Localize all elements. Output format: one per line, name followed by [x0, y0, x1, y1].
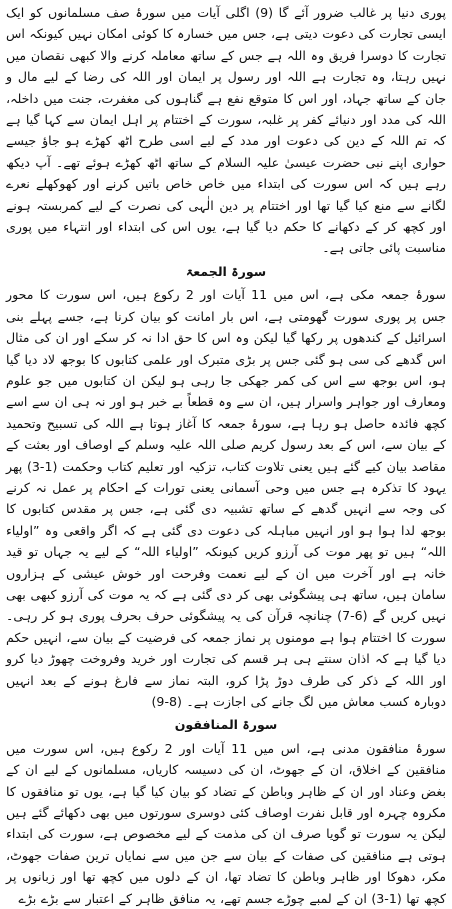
jumuah-paragraph: سورۂ جمعہ مکی ہے، اس میں 11 آیات اور 2 رکوع ہیں، اس سورت کا محور جس پر پوری سورت گھومتی ہے، اس بار امانت کو بیان کرنا ہے، جسے پہلے بنی اسرائیل کے کندھوں پر رکھا گیا لیکن وہ اس کا حق ادا نہ کر سکے اور ان کی مثال اس گدھے کی سی ہو گئی جس پر بڑی متبرک اور علمی کتابوں کا بوجھ لاد دیا گیا ہو، اس بوجھ سے اس کی کمر جھکی جا رہی ہو لیکن ان کتابوں میں جو علوم ومعارف اور جواہر واسرار ہیں، ان سے وہ قطعاً بے خبر ہو اور نہ ہی ان سے اسے کچھ فائدہ حاصل ہو رہا ہے، سورۂ جمعہ کا آغاز ہوتا ہے اللہ کی تسبیح وتحمید کے بیان سے، اس کے بعد رسول کریم صلی اللہ علیہ وسلم کے اوصاف اور بعثت کے مقاصد بیان کیے گئے ہیں یعنی تلاوت کتاب، تزکیہ اور تعلیم کتاب وحکمت (1-3) پھر یہود کا تذکرہ ہے جس میں وحی آسمانی یعنی تورات کے احکام پر عمل نہ کرنے کی وجہ سے انہیں گدھے کے ساتھ تشبیہ دی گئی ہے، جس پر مقدس کتابوں کا بوجھ لدا ہوا ہو اور انہیں مباہلہ کی دعوت دی گئی ہے کہ اگر واقعی وہ ”اولیاء اللہ“ ہیں تو پھر موت کی آرزو کریں کیونکہ ”اولیاء اللہ“ کے لیے یہ جہاں تو قید خانہ ہے اور آخرت میں ان کے لیے نعمت وفرحت اور خوش عیشی کے ہزاروں سامان ہیں، ساتھ ہی پیشگوئی بھی کر دی گئی ہے کہ یہ موت کی آرزو کبھی بھی نہیں کریں گے (6-7) چنانچہ قرآن کی یہ پیشگوئی حرف بحرف پوری ہو کر رہی۔ سورت کا اختتام ہوا ہے مومنوں پر نماز جمعہ کی فرضیت کے بیان سے، انہیں حکم دیا گیا ہے کہ اذان سنتے ہی ہر قسم کی تجارت اور خرید وفروخت چھوڑ دیا کرو اور اللہ کے ذکر کی طرف دوڑ پڑا کرو، البتہ نماز سے فارغ ہونے کے بعد انہیں دوبارہ کسب معاش میں لگ جانے کی اجازت ہے۔ (8-9) [6, 287, 446, 709]
jumuah-heading: سورۃ الجمعۃ [185, 263, 267, 279]
munafiqun-heading: سورۃ المنافقون [174, 717, 278, 733]
munafiqun-paragraph: سورۂ منافقون مدنی ہے، اس میں 11 آیات اور 2 رکوع ہیں، اس سورت میں منافقین کے اخلاق، ان کے جھوٹ، ان کی دسیسہ کاریاں، مسلمانوں کے لیے ان کے بغض وعناد اور ان کے ظاہر وباطن کے تضاد کو بیان کیا گیا ہے، یوں تو منافقوں کا مکروہ چہرہ اور قابل نفرت اوصاف کئی دوسری سورتوں میں بھی دکھائے گئے ہیں لیکن یہ سورت تو گویا صرف ان کی مذمت کے لیے مخصوص ہے، سورت کی ابتداء ہوتی ہے منافقین کی صفات کے بیان سے جن میں سے نمایاں ترین صفات جھوٹ، مکر، دھوکا اور ظاہر وباطن کا تضاد تھا، ان کے دلوں میں کچھ تھا اور زبانوں پر کچھ تھا (1-3) ان کے لمبے چوڑے جسم تھے، یہ منافق ظاہر کے اعتبار سے بڑے بڑے [6, 740, 446, 906]
saf-closing-paragraph: پوری دنیا پر غالب ضرور آئے گا (9) اگلی آیات میں سورۂ صف مسلمانوں کو ایک ایسی تجارت کی دعوت دیتی ہے، جس میں خسارہ کا کوئی امکان نہیں کیونکہ اس تجارت کا دوسرا فریق وہ اللہ ہے جس کے ساتھ معاملہ کرنے والا کبھی نقصان میں نہیں رہتا، وہ تجارت ہے اللہ اور رسول پر ایمان اور اللہ کی رضا کے لیے مال و جان کے ساتھ جہاد، اور اس کا متوقع نفع ہے گناہوں کی مغفرت، جنت میں داخلہ، اللہ کی مدد اور دنیائے کفر پر غلبہ، سورت کے اختتام پر اہل ایمان سے کہا گیا ہے کہ تم اللہ کے دین کی دعوت اور مدد کے لیے اسی طرح اٹھ کھڑے ہو جاؤ جیسے حواری اپنے نبی حضرت عیسیٰ علیہ السلام کے ساتھ اٹھ کھڑے ہوئے تھے۔ آپ دیکھ رہے ہیں کہ اس سورت کی ابتداء میں خاص خاص باتیں کرنے اور کھوکھلے نعرے لگانے سے منع کیا گیا تھا اور اختتام پر دین الٰہی کی نصرت کے لیے کمربستہ ہونے اور کچھ کر کے دکھانے کا حکم دیا گیا ہے، یوں اس کی ابتداء اور انتہاء میں پوری مناسبت پائی جاتی ہے۔ [6, 5, 446, 256]
